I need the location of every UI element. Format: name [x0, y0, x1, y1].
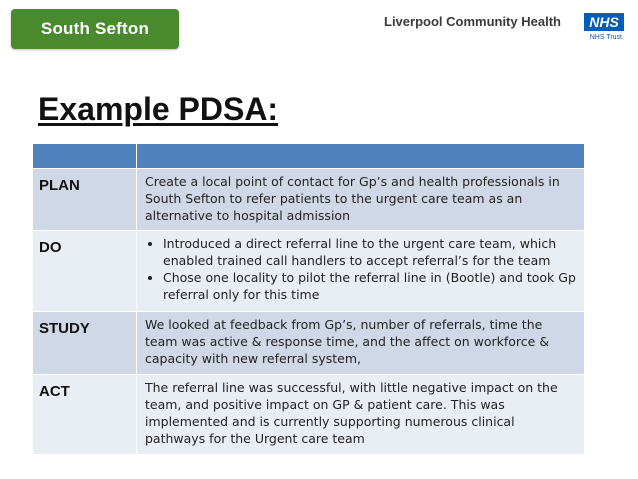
- page-title: Example PDSA:: [38, 91, 279, 127]
- nhs-logo: [584, 13, 624, 31]
- table-header-cell: [137, 144, 585, 169]
- table-row: [33, 169, 585, 231]
- stage-description-do: [137, 231, 585, 312]
- south-sefton-logo-text: South Sefton: [40, 19, 150, 38]
- bullet-item: • Introduced a direct referral line to the urgent care team, which enabled trained call handlers to accept referral’s for the team: [163, 235, 576, 269]
- stage-label-plan: PLAN: [33, 169, 137, 231]
- pdsa-table: [32, 143, 585, 455]
- south-sefton-logo: [11, 9, 179, 49]
- stage-label-study: STUDY: [33, 312, 137, 375]
- stage-label-do: DO: [33, 231, 137, 312]
- table-row: [33, 231, 585, 312]
- stage-label-act: ACT: [33, 375, 137, 455]
- table-header-row: [33, 144, 585, 169]
- stage-description-plan: Create a local point of contact for Gp’s and health professionals in South Sefton to refer patients to the urgent care team as an alternative to hospital admission: [137, 169, 585, 231]
- stage-description-study: We looked at feedback from Gp’s, number of referrals, time the team was active & response time, and the affect on workforce & capacity with new referral system,: [137, 312, 585, 375]
- stage-description-act: The referral line was successful, with little negative impact on the team, and positive impact on GP & patient care. This was implemented and is currently supporting numerous clinical pathways for the Urgent care team: [137, 375, 585, 455]
- table-header-cell: [33, 144, 137, 169]
- table-row: [33, 312, 585, 375]
- nhs-mark: NHS: [589, 14, 619, 30]
- table-row: [33, 375, 585, 455]
- org-name: Liverpool Community Health: [384, 14, 561, 29]
- do-bullet-list: [145, 235, 576, 303]
- org-subtitle: NHS Trust: [589, 34, 622, 41]
- bullet-item: • Chose one locality to pilot the referral line in (Bootle) and took Gp referral only for this time: [163, 269, 576, 303]
- liverpool-community-health-logo: [384, 10, 624, 44]
